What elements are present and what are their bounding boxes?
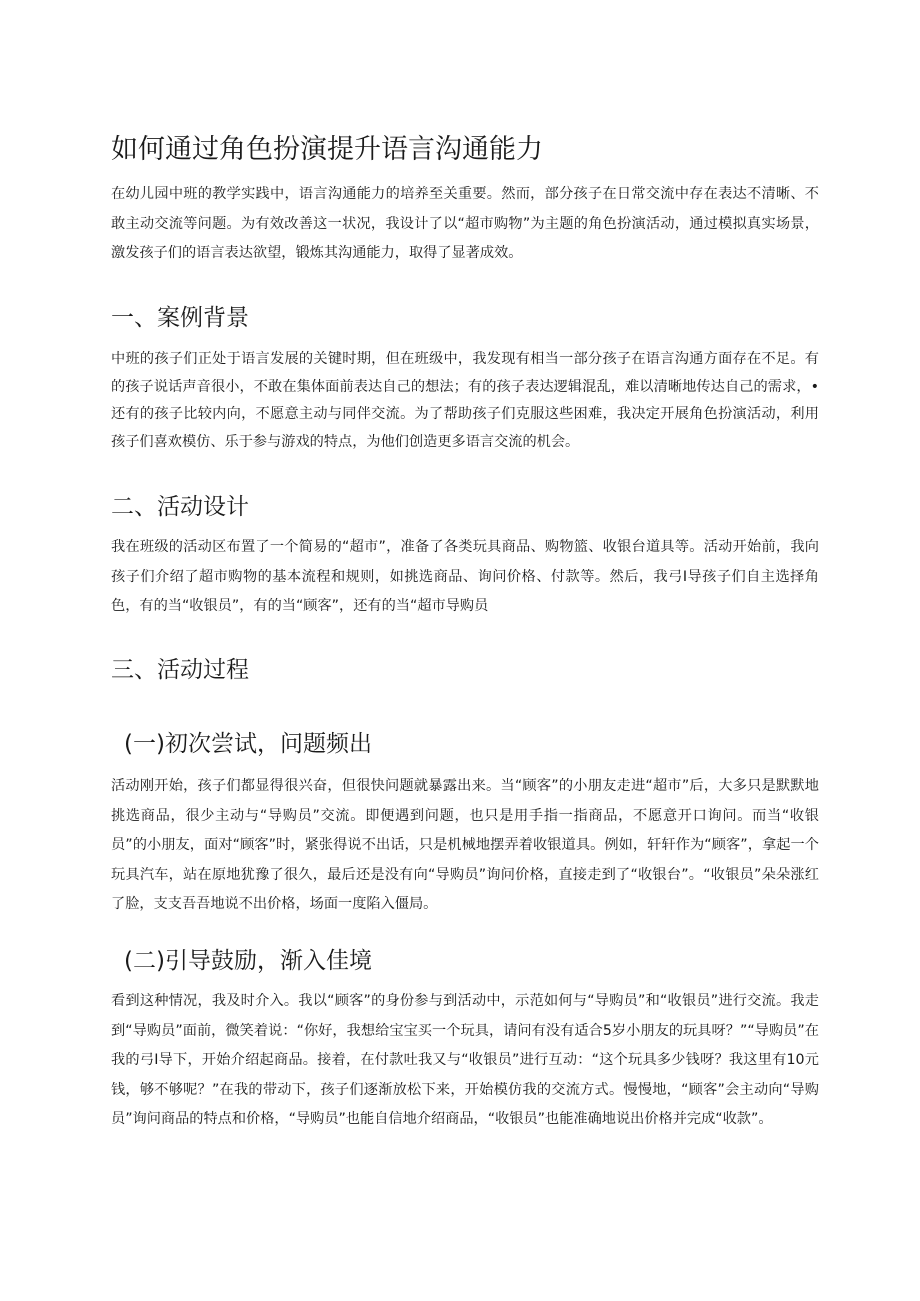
intro-paragraph: 在幼儿园中班的教学实践中，语言沟通能力的培养至关重要。然而，部分孩子在日常交流中存在表达不清晰、不敢主动交流等问题。为有效改善这一状况，我设计了以“超市购物”为主题的角色扮演活动，通过模拟真实场景，激发孩子们的语言表达欲望，锻炼其沟通能力，取得了显著成效。 bbox=[111, 186, 819, 261]
page-title: 如何通过角色扮演提升语言沟通能力 bbox=[111, 134, 543, 165]
section-heading-design: 二、活动设计 bbox=[111, 494, 249, 520]
section-heading-background: 一、案例背景 bbox=[111, 305, 249, 331]
section-heading-process: 三、活动过程 bbox=[111, 657, 249, 683]
subsection-body-first-attempt: 活动刚开始，孩子们都显得很兴奋，但很快问题就暴露出来。当“顾客”的小朋友走进“超市”后，大多只是默默地挑选商品，很少主动与“导购员”交流。即便遇到问题，也只是用手指一指商品，不愿意开口询问。而当“收银员”的小朋友，面对“顾客”时，紧张得说不出话，只是机械地摆弄着收银道具。例如，轩轩作为“顾客”，拿起一个玩具汽车，站在原地犹豫了很久，最后还是没有向“导购员”询问价格，直接走到了“收银台”。“收银员”朵朵涨红了脸，支支吾吾地说不出价格，场面一度陷入僵局。 bbox=[111, 778, 819, 912]
section-body-background: 中班的孩子们正处于语言发展的关键时期，但在班级中，我发现有相当一部分孩子在语言沟通方面存在不足。有的孩子说话声音很小，不敢在集体面前表达自己的想法；有的孩子表达逻辑混乱，难以清晰地传达自己的需求，•还有的孩子比较内向，不愿意主动与同伴交流。为了帮助孩子们克服这些困难，我决定开展角色扮演活动，利用孩子们喜欢模仿、乐于参与游戏的特点，为他们创造更多语言交流的机会。 bbox=[111, 351, 819, 450]
subsection-body-guidance: 看到这种情况，我及时介入。我以“顾客”的身份参与到活动中，示范如何与“导购员”和“收银员”进行交流。我走到“导购员”面前，微笑着说：“你好，我想给宝宝买一个玩具，请问有没有适合5岁小朋友的玩具呀？”“导购员”在我的弓I导下，开始介绍起商品。接着，在付款吐我又与“收银员”进行互动：“这个玩具多少钱呀？我这里有10元钱，够不够呢？”在我的带动下，孩子们逐渐放松下来，开始模仿我的交流方式。慢慢地，“顾客”会主动向“导购员”询问商品的特点和价格，“导购员”也能自信地介绍商品，“收银员”也能准确地说出价格并完成“收款”。 bbox=[111, 993, 819, 1127]
subsection-heading-first-attempt: (一)初次尝试，问题频出 bbox=[124, 731, 372, 757]
section-body-design: 我在班级的活动区布置了一个简易的“超市”，准备了各类玩具商品、购物篮、收银台道具等。活动开始前，我向孩子们介绍了超市购物的基本流程和规则，如挑选商品、询问价格、付款等。然后，我弓I导孩子们自主选择角色，有的当“收银员”，有的当“顾客”，还有的当“超市导购员 bbox=[111, 539, 819, 614]
subsection-heading-guidance: (二)引导鼓励，渐入佳境 bbox=[124, 948, 372, 974]
